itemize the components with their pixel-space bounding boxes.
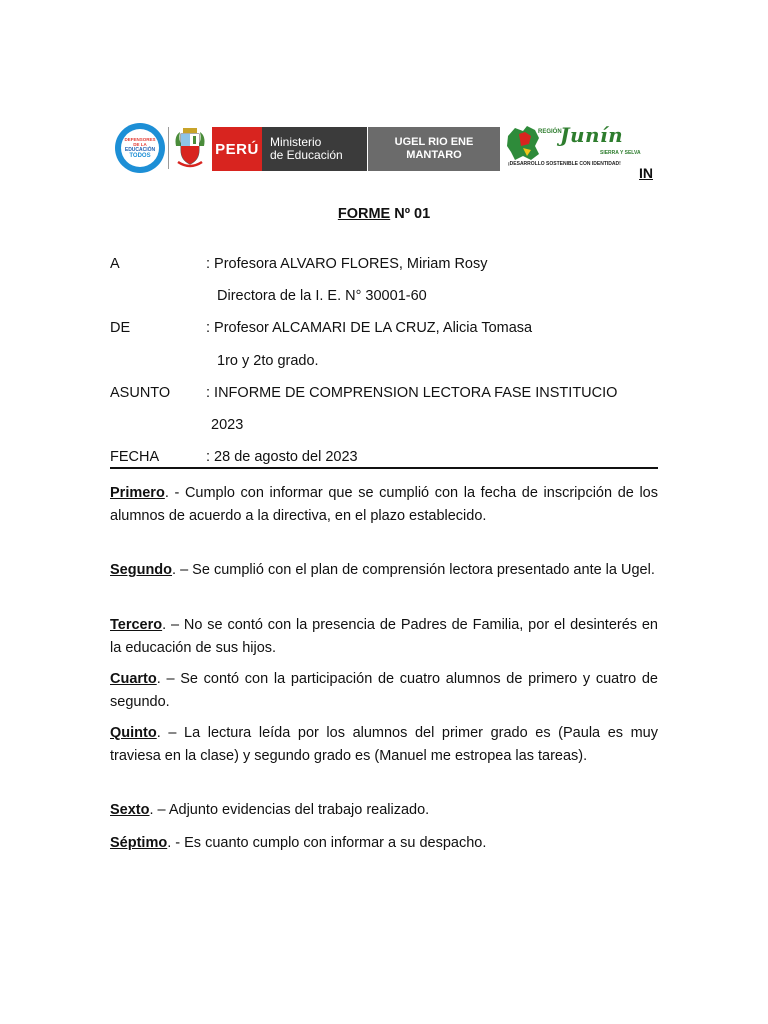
paragraph-second <box>110 559 658 582</box>
paragraph-text: . – Se cumplió con el plan de comprensión lectora presentado ante la Ugel. <box>172 562 655 578</box>
field-value: Directora de la I. E. N° 30001-60 <box>217 288 427 304</box>
paragraph-first <box>110 482 658 527</box>
paragraph-text: . - Cumplo con informar que se cumplió con la fecha de inscripción de los alumnos de acuerdo a la directiva, en el plazo establecido. <box>110 485 658 524</box>
ugel-brand-box <box>368 127 500 171</box>
header-divider-line <box>110 467 658 469</box>
peru-coat-of-arms-icon <box>172 126 208 170</box>
logo-text-line1: DEFENSORES DE LA <box>124 136 156 147</box>
field-value: : INFORME DE COMPRENSION LECTORA FASE INSTITUCIO <box>206 385 618 401</box>
paragraph-text: . – La lectura leída por los alumnos del primer grado es (Paula es muy traviesa en la clase) y segundo grado es (Manuel me estropea las tareas). <box>110 725 658 764</box>
ministry-line1: Ministerio <box>270 135 322 149</box>
junin-wordmark: Junín <box>560 123 624 147</box>
ugel-line2: MANTARO <box>406 149 462 161</box>
paragraph-fourth <box>110 668 658 713</box>
field-value: 1ro y 2to grado. <box>217 353 319 369</box>
paragraph-sixth <box>110 799 658 822</box>
logo-text-line3: TODOS <box>129 152 151 159</box>
paragraph-keyword: Quinto <box>110 725 157 741</box>
field-label: DE <box>110 320 131 336</box>
field-label: A <box>110 256 120 272</box>
paragraph-keyword: Tercero <box>110 617 163 633</box>
junin-subtitle: SIERRA Y SELVA <box>600 150 641 156</box>
title-fragment-in: IN <box>639 165 653 181</box>
paragraph-keyword: Cuarto <box>110 671 157 687</box>
paragraph-fifth <box>110 722 658 767</box>
paragraph-text: . - Es cuanto cumplo con informar a su despacho. <box>167 835 487 851</box>
paragraph-keyword: Segundo <box>110 562 173 578</box>
junin-region-label: REGIÓN <box>538 129 562 135</box>
peru-brand-box <box>212 127 262 171</box>
education-campaign-logo <box>115 123 165 173</box>
paragraph-text: . – Se contó con la participación de cuatro alumnos de primero y cuatro de segundo. <box>110 671 658 710</box>
paragraph-keyword: Primero <box>110 485 165 501</box>
title-number-part: Nº 01 <box>390 206 431 222</box>
logo-divider <box>168 127 169 169</box>
field-value: : 28 de agosto del 2023 <box>206 449 358 465</box>
field-value: : Profesor ALCAMARI DE LA CRUZ, Alicia Tomasa <box>206 320 533 336</box>
ministry-line2: de Educación <box>270 148 343 162</box>
paragraph-seventh <box>110 832 658 855</box>
paragraph-keyword: Sexto <box>110 802 150 818</box>
field-date <box>110 449 358 465</box>
field-subject-continuation <box>211 417 243 433</box>
paragraph-third <box>110 614 658 659</box>
paragraph-keyword: Séptimo <box>110 835 168 851</box>
paragraph-text: . – No se contó con la presencia de Padres de Familia, por el desinterés en la educación de sus hijos. <box>110 617 658 656</box>
field-label: FECHA <box>110 449 160 465</box>
field-to-continuation <box>217 288 427 304</box>
title-underlined-part: FORME <box>337 206 391 222</box>
field-from-continuation <box>217 353 319 369</box>
junin-slogan: ¡DESARROLLO SOSTENIBLE CON IDENTIDAD! <box>508 161 621 167</box>
paragraph-text: . – Adjunto evidencias del trabajo realizado. <box>149 802 430 818</box>
field-label: ASUNTO <box>110 385 171 401</box>
field-value: : Profesora ALVARO FLORES, Miriam Rosy <box>206 256 488 272</box>
logo-text-line2: EDUCACIÓN <box>124 146 156 153</box>
field-from <box>110 320 532 336</box>
ministry-brand-box <box>262 127 367 171</box>
field-value: 2023 <box>211 417 244 433</box>
ugel-line1: UGEL RIO ENE <box>394 136 474 148</box>
peru-label: PERÚ <box>215 140 259 158</box>
document-title <box>0 206 768 222</box>
field-subject <box>110 385 617 401</box>
field-to <box>110 256 487 272</box>
